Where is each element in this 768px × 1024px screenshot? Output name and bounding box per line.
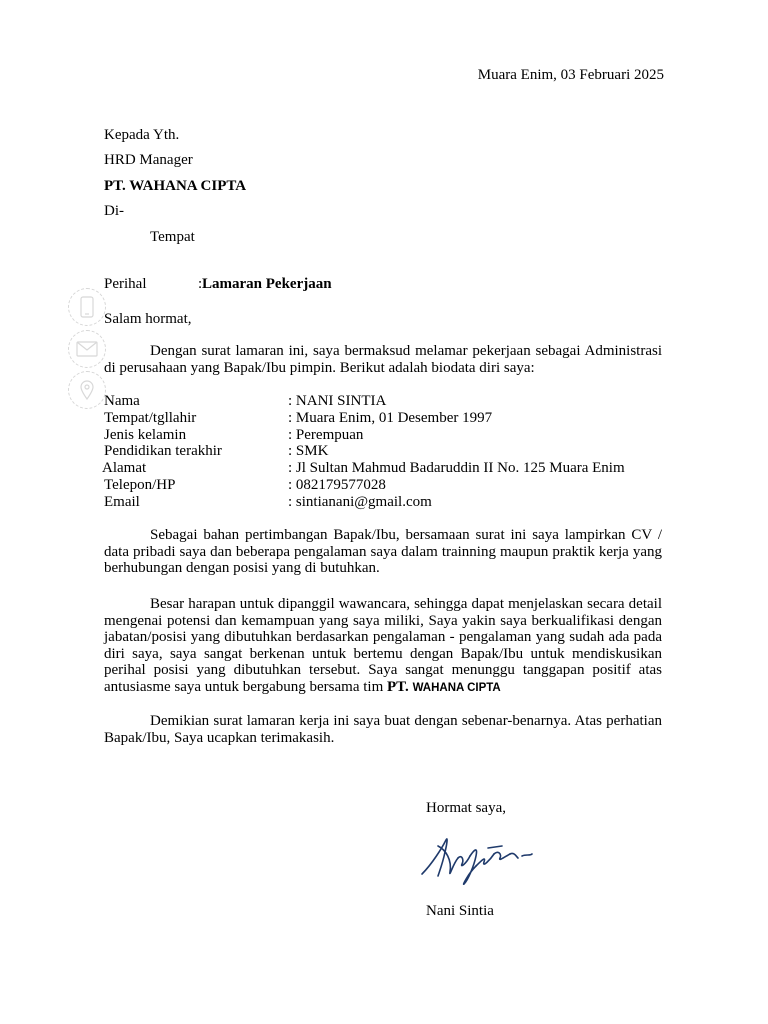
recipient-line-1: Kepada Yth.: [104, 127, 180, 143]
recipient-line-2: HRD Manager: [104, 152, 193, 168]
subject-colon: :: [198, 276, 203, 292]
closing-salutation: Hormat saya,: [426, 800, 506, 816]
greeting: Salam hormat,: [104, 311, 192, 327]
biodata-value: : Muara Enim, 01 Desember 1997: [288, 410, 493, 426]
biodata-value: : 082179577028: [288, 477, 386, 493]
biodata-label: Tempat/tgllahir: [104, 410, 197, 426]
closing-text: Demikian surat lamaran kerja ini saya buat dengan sebenar-benarnya. Atas perhatian Bapak/Ibu, Saya ucapkan terimakasih.: [104, 713, 662, 746]
hope-company-name: WAHANA CIPTA: [412, 681, 501, 694]
mail-icon: [68, 330, 106, 368]
biodata-label: Jenis kelamin: [104, 427, 187, 443]
phone-icon: [68, 288, 106, 326]
recipient-company: PT. WAHANA CIPTA: [104, 178, 247, 194]
attachment-text: Sebagai bahan pertimbangan Bapak/Ibu, bersamaan surat ini saya lampirkan CV / data pribadi saya dan beberapa pengalaman saya dalam trainning maupun praktik kerja yang berhubungan dengan posisi yang di butuhkan.: [104, 527, 662, 577]
closing-paragraph: [104, 713, 662, 746]
biodata-label: Pendidikan terakhir: [104, 443, 222, 459]
biodata-label: Alamat: [102, 460, 147, 476]
signature-image: [418, 834, 538, 886]
hope-company-pt: PT.: [387, 678, 409, 695]
biodata-label: Telepon/HP: [104, 477, 176, 493]
place-date: Muara Enim, 03 Februari 2025: [477, 67, 664, 83]
intro-text: Dengan surat lamaran ini, saya bermaksud melamar pekerjaan sebagai Administrasi di perusahaan yang Bapak/Ibu pimpin. Berikut adalah biodata diri saya:: [104, 343, 662, 376]
intro-paragraph: [104, 343, 662, 376]
biodata-value: : NANI SINTIA: [288, 393, 387, 409]
biodata-label: Email: [104, 494, 140, 510]
biodata-value: : Perempuan: [288, 427, 364, 443]
biodata-value: : Jl Sultan Mahmud Badaruddin II No. 125 Muara Enim: [288, 460, 625, 476]
hope-text: Besar harapan untuk dipanggil wawancara, sehingga dapat menjelaskan secara detail mengenai potensi dan kemampuan yang saya miliki, Saya yakin saya berkualifikasi dengan jabatan/posisi yang dibutuhkan berdasarkan pengalaman - pengalaman yang sudah ada pada diri saya, saya sangat berkenan untuk bertemu dengan Bapak/Ibu untuk mendiskusikan perihal posisi yang dibutuhkan tersebut. Saya sangat menunggu tanggapan positif atas antusiasme saya untuk bergabung bersama tim: [104, 596, 662, 695]
biodata-label: Nama: [104, 393, 140, 409]
signature-name: Nani Sintia: [426, 903, 494, 919]
hope-paragraph: [104, 596, 662, 697]
location-pin-icon: [68, 371, 106, 409]
subject-value: Lamaran Pekerjaan: [202, 276, 332, 292]
biodata-value: : sintianani@gmail.com: [288, 494, 432, 510]
recipient-line-4: Di-: [104, 203, 124, 219]
recipient-line-5: Tempat: [150, 229, 195, 245]
biodata-value: : SMK: [288, 443, 329, 459]
subject-label: Perihal: [104, 276, 147, 292]
attachment-paragraph: [104, 527, 662, 577]
